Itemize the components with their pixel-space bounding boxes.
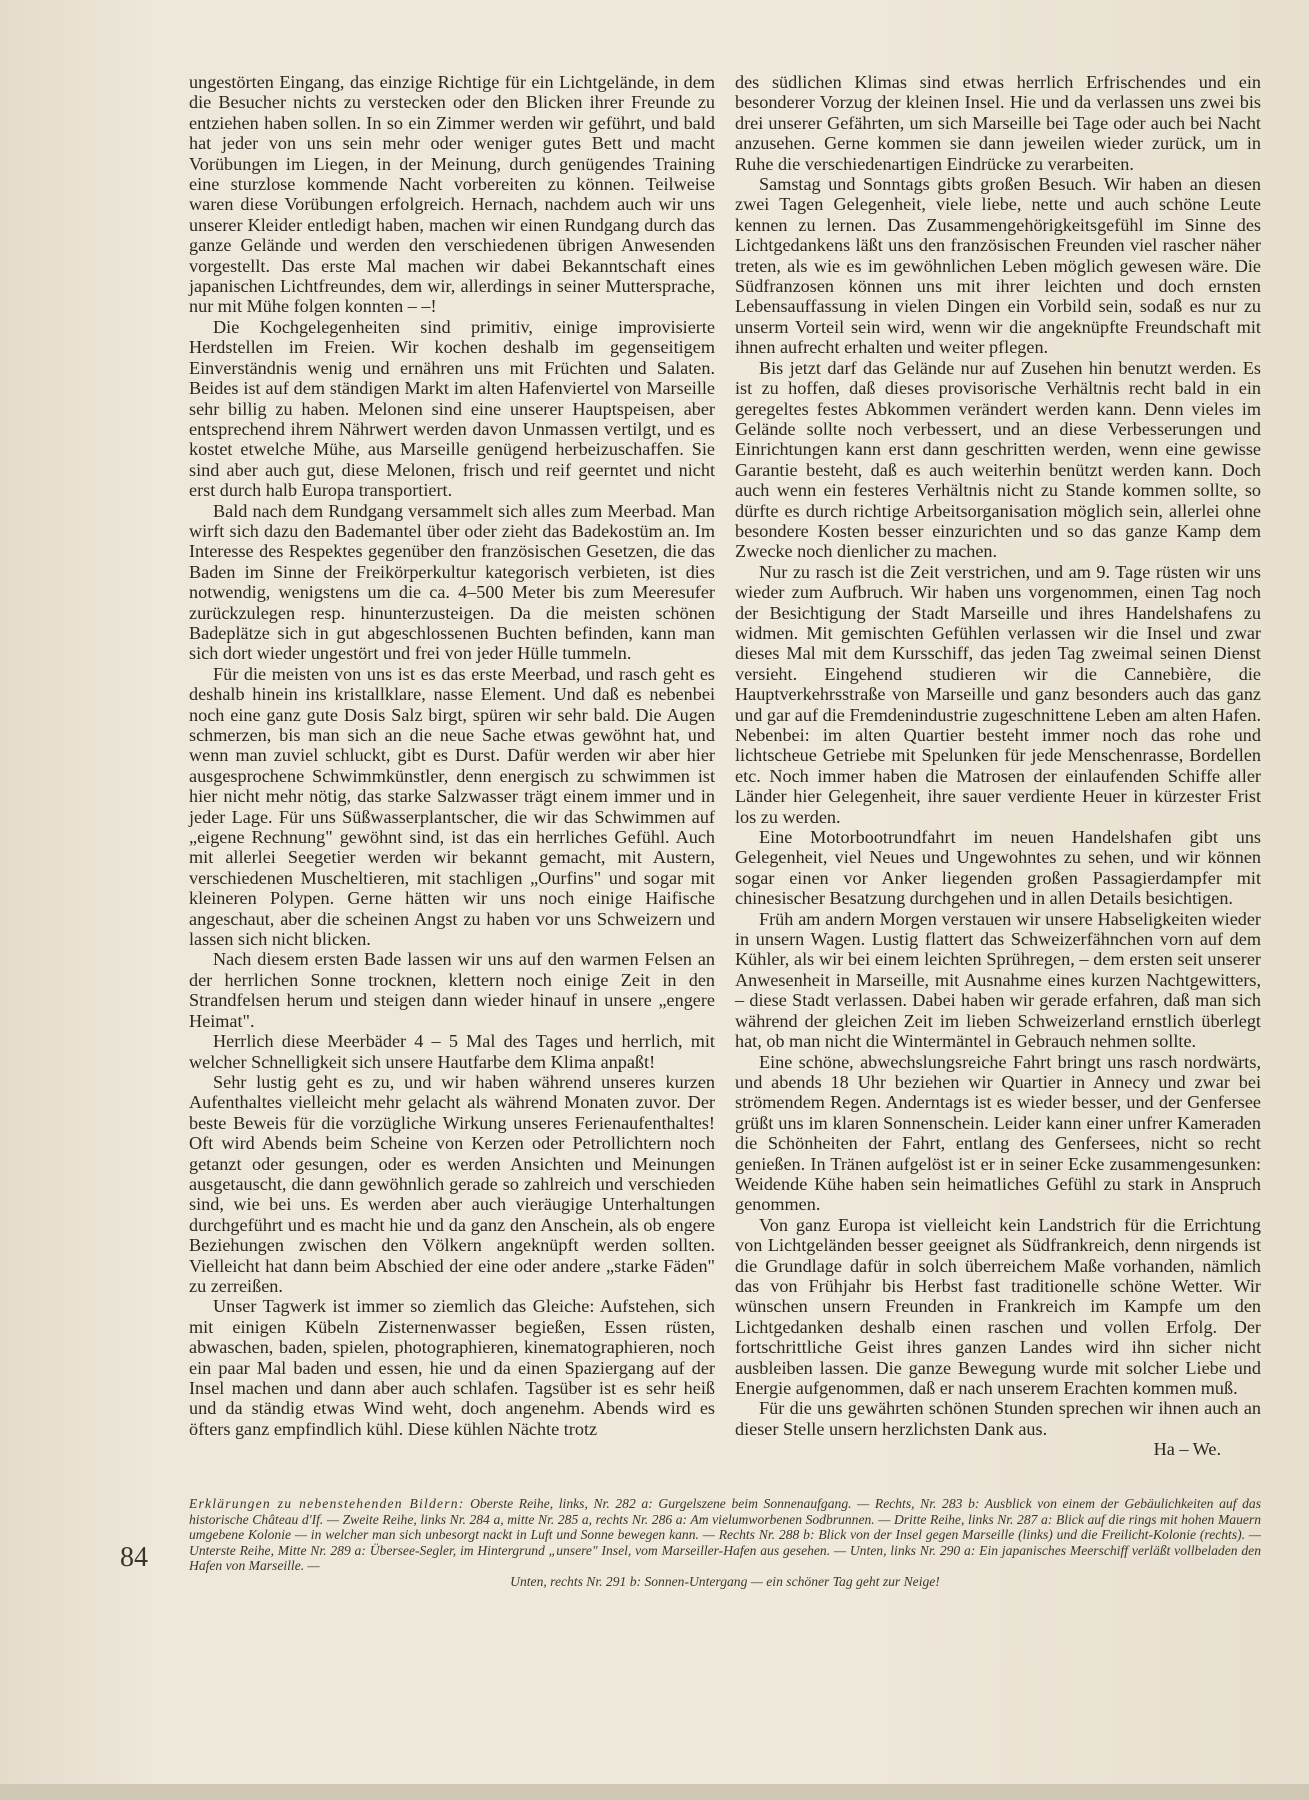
- paragraph: Herrlich diese Meerbäder 4 – 5 Mal des Tages und herrlich, mit welcher Schnelligkeit sich unsere Hautfarbe dem Klima anpaßt!: [189, 1031, 715, 1072]
- paragraph: Samstag und Sonntags gibts großen Besuch. Wir haben an diesen zwei Tagen Gelegenheit, viele liebe, nette und auch schöne Leute kennen zu lernen. Das Zusammengehörigkeitsgefühl im Sinne des Lichtgedankens läßt uns den französischen Freunden viel rascher näher treten, als wie es im gewöhnlichen Leben möglich gewesen wäre. Die Südfranzosen können uns mit ihrer leichten und doch ernsten Lebensauffassung in vielen Dingen ein Vorbild sein, sodaß es nur zu unserm Vorteil sein wird, wenn wir die angeknüpfte Freundschaft mit ihnen aufrecht erhalten und weiter pflegen.: [735, 174, 1261, 358]
- paragraph: Sehr lustig geht es zu, und wir haben während unseres kurzen Aufenthaltes vielleicht mehr gelacht als während Monaten zuvor. Der beste Beweis für die vorzügliche Wirkung unseres Ferienaufenthaltes! Oft wird Abends beim Scheine von Kerzen oder Petrollichtern noch getanzt oder gesungen, oder es werden Ansichten und Meinungen ausgetauscht, die dann gewöhnlich gerade so zahlreich und verschieden sind, wie bei uns. Es werden aber auch vieräugige Unterhaltungen durchgeführt und es macht hie und da ganz den Anschein, als ob engere Beziehungen zwischen den Völkern angeknüpft werden sollten. Vielleicht hat dann beim Abschied der eine oder andere „starke Fäden" zu zerreißen.: [189, 1071, 715, 1296]
- paragraph: Nur zu rasch ist die Zeit verstrichen, und am 9. Tage rüsten wir uns wieder zum Aufbruch. Wir haben uns vorgenommen, einen Tag noch der Besichtigung der Stadt Marseille und ihres Handelshafens zu widmen. Mit gemischten Gefühlen verlassen wir die Insel und zwar dieses Mal mit dem Kursschiff, das jeden Tag zweimal seinen Dienst versieht. Eingehend studieren wir die Cannebière, die Hauptverkehrsstraße von Marseille und ganz besonders auch das ganz und gar auf die Fremdenindustrie zugeschnittene Leben am alten Hafen. Nebenbei: im alten Quartier besteht immer noch das rohe und lichtscheue Getriebe mit Spelunken für jede Menschenrasse, Bordellen etc. Noch immer haben die Matrosen der einlaufenden Schiffe aller Länder hier Gelegenheit, ihre sauer verdiente Heuer in kürzester Frist los zu werden.: [735, 561, 1261, 827]
- paragraph: Unser Tagwerk ist immer so ziemlich das Gleiche: Aufstehen, sich mit einigen Kübeln Zisternenwasser begießen, Essen rüsten, abwaschen, baden, spielen, photographieren, kinematographieren, noch ein paar Mal baden und essen, hie und da einen Spaziergang auf der Insel machen und dann aber auch schlafen. Tagsüber ist es sehr heiß und da ständig etwas Wind weht, doch angenehm. Abends wird es öfters ganz empfindlich kühl. Diese kühlen Nächte trotz: [189, 1296, 715, 1439]
- paragraph: Für die uns gewährten schönen Stunden sprechen wir ihnen auch an dieser Stelle unsern herzlichsten Dank aus.: [735, 1398, 1261, 1439]
- paragraph: Bis jetzt darf das Gelände nur auf Zusehen hin benutzt werden. Es ist zu hoffen, daß dieses provisorische Verhältnis recht bald in ein geregeltes festes Abkommen verändert werden kann. Denn vieles im Gelände sollte noch verbessert, und an diese Verbesserungen und Einrichtungen kann erst dann geschritten werden, wenn eine gewisse Garantie besteht, daß es auch weiterhin benützt werden kann. Doch auch wenn ein festeres Verhältnis nicht zu Stande kommen sollte, so dürfte es durch richtige Arbeitsorganisation möglich sein, allerlei ohne besondere Kosten besser einzurichten und so das ganze Kamp dem Zwecke noch dienlicher zu machen.: [735, 357, 1261, 562]
- paragraph: ungestörten Eingang, das einzige Richtige für ein Lichtgelände, in dem die Besucher nichts zu verstecken oder den Blicken ihrer Freunde zu entziehen haben sollen. In so ein Zimmer werden wir geführt, und bald hat jeder von uns sein mehr oder weniger gutes Bett und macht Vorübungen im Liegen, in der Meinung, durch genügendes Training eine sturzlose kommende Nacht vorbereiten zu können. Teilweise waren diese Vorübungen erfolgreich. Hernach, nachdem auch wir uns unserer Kleider entledigt haben, machen wir einen Rundgang durch das ganze Gelände und werden den verschiedenen übrigen Anwesenden vorgestellt. Das erste Mal machen wir dabei Bekanntschaft eines japanischen Lichtfreundes, dem wir, allerdings in seiner Muttersprache, nur mit Mühe folgen konnten – –!: [189, 72, 715, 317]
- caption-lead: Erklärungen zu nebenstehenden Bildern:: [189, 1496, 465, 1511]
- paragraph: Bald nach dem Rundgang versammelt sich alles zum Meerbad. Man wirft sich dazu den Bademantel über oder zieht das Badekostüm an. Im Interesse des Respektes gegenüber den französischen Gesetzen, die das Baden im Sinne der Freikörperkultur kategorisch verbieten, ist dies notwendig, wenigstens um die ca. 4–500 Meter bis zum Meeresufer zurückzulegen resp. hinunterzusteigen. Da die meisten schönen Badeplätze sich in gut abgeschlossenen Buchten befinden, kann man sich dort wieder ungestört und frei von jeder Hülle tummeln.: [189, 500, 715, 664]
- paragraph: Eine Motorbootrundfahrt im neuen Handelshafen gibt uns Gelegenheit, viel Neues und Ungewohntes zu sehen, und wir können sogar einen vor Anker liegenden großen Passagierdampfer mit chinesischer Besatzung durchgehen und in allen Details besichtigen.: [735, 827, 1261, 909]
- paragraph: Die Kochgelegenheiten sind primitiv, einige improvisierte Herdstellen im Freien. Wir kochen deshalb im gegenseitigem Einverständnis wenig und ernähren uns mit Früchten und Salaten. Beides ist auf dem ständigen Markt im alten Hafenviertel von Marseille sehr billig zu haben. Melonen sind eine unserer Hauptspeisen, aber entsprechend ihrem Nährwert werden davon Unmassen vertilgt, und es kostet etwelche Mühe, aus Marseille genügend herbeizuschaffen. Sie sind aber auch gut, diese Melonen, frisch und reif geerntet und nicht erst durch halb Europa transportiert.: [189, 316, 715, 501]
- page-number: 84: [120, 1542, 148, 1573]
- image-captions: [189, 1496, 1261, 1590]
- paragraph: des südlichen Klimas sind etwas herrlich Erfrischendes und ein besonderer Vorzug der kleinen Insel. Hie und da verlassen uns zwei bis drei unserer Gefährten, um sich Marseille bei Tage oder auch bei Nacht anzusehen. Gerne kommen sie dann jeweilen wieder zurück, um in Ruhe die verschiedenartigen Eindrücke zu verarbeiten.: [735, 72, 1261, 174]
- author-signature: Ha – We.: [1153, 1439, 1221, 1460]
- caption-body: Oberste Reihe, links, Nr. 282 a: Gurgelszene beim Sonnenaufgang. — Rechts, Nr. 283 b: Ausblick von einem der Gebäulichkeiten auf das historische Château d'If. — Zweite Reihe, links Nr. 284 a, mitte Nr. 285 a, rechts Nr. 286 a: Am vielumworbenen Sodbrunnen. — Dritte Reihe, links Nr. 287 a: Blick auf die rings mit hohen Mauern umgebene Kolonie — in welcher man sich unbesorgt nackt in Luft und Sonne bewegen kann. — Rechts Nr. 288 b: Blick von der Insel gegen Marseille (links) und die Freilicht-Kolonie (rechts). — Unterste Reihe, Mitte Nr. 289 a: Übersee-Segler, im Hintergrund „unsere" Insel, vom Marseiller-Hafen aus gesehen. — Unten, links Nr. 290 a: Ein japanisches Meerschiff verläßt vollbeladen den Hafen von Marseille. —: [189, 1496, 1262, 1574]
- paragraph: Eine schöne, abwechslungsreiche Fahrt bringt uns rasch nordwärts, und abends 18 Uhr beziehen wir Quartier in Annecy und zwar bei strömendem Regen. Anderntags ist es wieder besser, und der Genfersee grüßt uns im klaren Sonnenschein. Leider kann einer unfrer Kameraden die Schönheiten der Fahrt, entlang des Genfersees, nicht so recht genießen. In Tränen aufgelöst ist er in seiner Ecke zusammengesunken: Weidende Kühe haben sein heimatliches Gefühl zu stark in Anspruch genommen.: [735, 1051, 1261, 1215]
- paragraph: Für die meisten von uns ist es das erste Meerbad, und rasch geht es deshalb hinein ins kristallklare, nasse Element. Und daß es nebenbei noch eine ganz gute Dosis Salz birgt, spüren wir sehr bald. Die Augen schmerzen, bis man sich an die neue Sache etwas gewöhnt hat, und wenn man zuviel schluckt, gibt es Durst. Dafür werden wir aber hier ausgesprochene Schwimmkünstler, denn energisch zu schwimmen ist hier nicht mehr nötig, das starke Salzwasser trägt einem immer und in jeder Lage. Für uns Süßwasserplantscher, die wir das Schwimmen auf „eigene Rechnung" gewöhnt sind, ist das ein herrliches Gefühl. Auch mit allerlei Seegetier werden wir bekannt gemacht, mit Austern, verschiedenen Muscheltieren, mit stachligen „Ourfins" und sogar mit kleineren Polypen. Gerne hätten wir uns noch einige Haifische angeschaut, aber die scheinen Angst zu haben vor uns Schweizern und lassen sich nicht blicken.: [189, 663, 715, 950]
- left-text-column: [189, 72, 715, 1439]
- paragraph: Nach diesem ersten Bade lassen wir uns auf den warmen Felsen an der herrlichen Sonne trocknen, klettern noch einige Zeit in den Strandfelsen herum und steigen dann wieder hinauf in unsere „engere Heimat".: [189, 949, 715, 1031]
- paragraph: Früh am andern Morgen verstauen wir unsere Habseligkeiten wieder in unsern Wagen. Lustig flattert das Schweizerfähnchen vorn auf dem Kühler, als wir bei einem leichten Sprühregen, – dem ersten seit unserer Anwesenheit in Marseille, mit Ausnahme eines kurzen Nachtgewitters, – diese Stadt verlassen. Dabei haben wir gerade erfahren, daß man sich während der gleichen Zeit im lieben Schweizerland ernstlich überlegt hat, ob man nicht die Wintermäntel in Gebrauch nehmen sollte.: [735, 908, 1261, 1052]
- paragraph: Von ganz Europa ist vielleicht kein Landstrich für die Errichtung von Lichtgeländen besser geeignet als Südfrankreich, denn nirgends ist die Grundlage dafür in solch überreichem Maße vorhanden, nämlich das von Frühjahr bis Herbst fast traditionelle schöne Wetter. Wir wünschen unsern Freunden in Frankreich im Kampfe um den Lichtgedanken deshalb einen raschen und vollen Erfolg. Der fortschrittliche Geist ihres ganzen Landes wird ihn sicher nicht ausbleiben lassen. Die ganze Bewegung wurde mit solcher Liebe und Energie aufgenommen, daß er nach unserem Erachten kommen muß.: [735, 1214, 1261, 1398]
- right-text-column: [735, 72, 1261, 1460]
- page-edge: [0, 1784, 1309, 1800]
- caption-last-line: Unten, rechts Nr. 291 b: Sonnen-Untergang — ein schöner Tag geht zur Neige!: [510, 1573, 940, 1589]
